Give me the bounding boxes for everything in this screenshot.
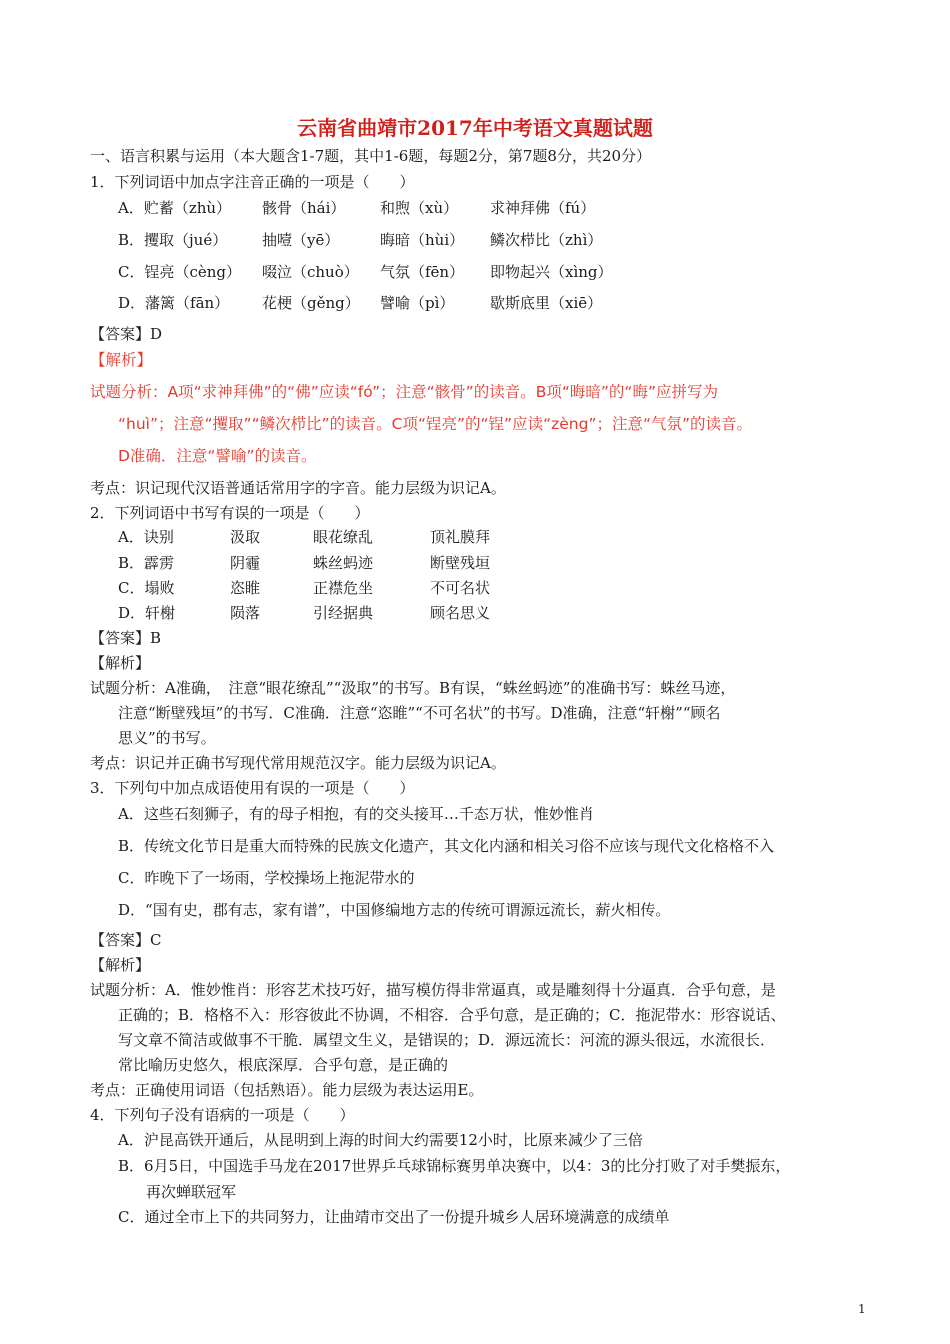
q3-analysis-line: 试题分析：A．惟妙惟肖：形容艺术技巧好，描写模仿得非常逼真，或是雕刻得十分逼真．合乎句意，是 xyxy=(90,981,776,999)
q2-option-b-3: 蛛丝蚂迹 xyxy=(313,554,374,572)
q3-option-b: B．传统文化节日是重大而特殊的民族文化遗产，其文化内涵和相关习俗不应该与现代文化格格不入 xyxy=(118,837,775,855)
q2-option-d-4: 顾名思义 xyxy=(430,604,491,622)
q3-analysis-line: 常比喻历史悠久，根底深厚．合乎句意，是正确的 xyxy=(118,1056,449,1074)
q1-option-a-4: 求神拜佛（fú） xyxy=(490,199,596,217)
q1-analysis-line: D准确．注意“譬喻”的读音。 xyxy=(118,447,317,465)
q2-option-d-2: 陨落 xyxy=(230,604,261,622)
page-number: 1 xyxy=(858,1302,866,1316)
q1-answer: 【答案】D xyxy=(90,325,163,343)
q4-option-b-cont: 再次蝉联冠军 xyxy=(146,1183,237,1201)
q2-option-d-1: D．轩榭 xyxy=(118,604,176,622)
q1-option-b-1: B．攫取（jué） xyxy=(118,231,228,249)
page-title: 云南省曲靖市2017年中考语文真题试题 xyxy=(297,116,653,140)
q1-option-a-1: A．贮蓄（zhù） xyxy=(118,199,232,217)
q1-option-b-2: 抽噎（yē） xyxy=(262,231,340,249)
q3-option-d: D．“国有史，郡有志，家有谱”，中国修编地方志的传统可谓源远流长，薪火相传。 xyxy=(118,901,671,919)
q2-analysis-line: 注意“断壁残垣”的书写．C准确．注意“恣睢”“不可名状”的书写。D准确，注意“轩榭”“顾名 xyxy=(118,704,721,722)
q1-analysis-label: 【解析】 xyxy=(90,351,153,369)
q3-option-c: C．昨晚下了一场雨，学校操场上拖泥带水的 xyxy=(118,869,415,887)
q2-option-a-3: 眼花缭乱 xyxy=(313,528,374,546)
q2-option-b-4: 断壁残垣 xyxy=(430,554,491,572)
q1-option-d-1: D．藩篱（fān） xyxy=(118,294,230,312)
q2-option-a-4: 顶礼膜拜 xyxy=(430,528,491,546)
q1-option-c-1: C．锃亮（cèng） xyxy=(118,263,242,281)
q3-answer: 【答案】C xyxy=(90,931,162,949)
q3-analysis-label: 【解析】 xyxy=(90,956,151,974)
q1-option-d-4: 歇斯底里（xiē） xyxy=(490,294,603,312)
q2-answer: 【答案】B xyxy=(90,629,162,647)
q3-analysis-line: 写文章不简洁或做事不干脆．属望文生义，是错误的；D．源远流长：河流的源头很远，水流很长． xyxy=(118,1031,776,1049)
q4-stem: 4．下列句子没有语病的一项是（ ） xyxy=(90,1106,355,1124)
q2-option-c-1: C．塌败 xyxy=(118,579,175,597)
q1-stem: 1．下列词语中加点字注音正确的一项是（ ） xyxy=(90,173,415,191)
q1-option-d-3: 譬喻（pì） xyxy=(380,294,455,312)
q2-analysis-line: 思义”的书写。 xyxy=(118,729,216,747)
q1-option-a-2: 骸骨（hái） xyxy=(262,199,346,217)
q2-kaodian: 考点：识记并正确书写现代常用规范汉字。能力层级为识记A。 xyxy=(90,754,506,772)
q1-kaodian: 考点：识记现代汉语普通话常用字的字音。能力层级为识记A。 xyxy=(90,479,506,497)
q2-option-c-2: 恣睢 xyxy=(230,579,261,597)
q3-option-a: A．这些石刻狮子，有的母子相抱，有的交头接耳…千态万状，惟妙惟肖 xyxy=(118,805,594,823)
q1-option-c-4: 即物起兴（xìng） xyxy=(490,263,613,281)
q1-option-c-3: 气氛（fēn） xyxy=(380,263,465,281)
q4-option-a: A．沪昆高铁开通后，从昆明到上海的时间大约需要12小时，比原来减少了三倍 xyxy=(118,1131,643,1149)
q1-option-b-3: 晦暗（hùi） xyxy=(380,231,465,249)
q2-analysis-label: 【解析】 xyxy=(90,654,151,672)
q2-option-a-2: 汲取 xyxy=(230,528,261,546)
q4-option-c: C．通过全市上下的共同努力，让曲靖市交出了一份提升城乡人居环境满意的成绩单 xyxy=(118,1208,670,1226)
q1-option-a-3: 和煦（xù） xyxy=(380,199,459,217)
q2-stem: 2．下列词语中书写有误的一项是（ ） xyxy=(90,504,370,522)
q2-option-c-3: 正襟危坐 xyxy=(313,579,374,597)
q2-analysis-line: 试题分析：A准确， 注意“眼花缭乱”“汲取”的书写。B有误，“蛛丝蚂迹”的准确书写：蛛丝马迹， xyxy=(90,679,736,697)
q1-option-d-2: 花梗（gěng） xyxy=(262,294,360,312)
q3-stem: 3．下列句中加点成语使用有误的一项是（ ） xyxy=(90,779,415,797)
q3-analysis-line: 正确的；B．格格不入：形容彼此不协调，不相容．合乎句意，是正确的；C．拖泥带水：形容说话、 xyxy=(118,1006,786,1024)
q2-option-d-3: 引经据典 xyxy=(313,604,374,622)
q1-analysis-line: “huì”；注意“攫取”“鳞次栉比”的读音。C项“锃亮”的“锃”应读“zèng”；注意“气氛”的读音。 xyxy=(118,415,753,433)
q1-option-c-2: 啜泣（chuò） xyxy=(262,263,359,281)
q1-option-b-4: 鳞次栉比（zhì） xyxy=(490,231,603,249)
q1-analysis-line: 试题分析：A项“求神拜佛”的“佛”应读“fó”；注意“骸骨”的读音。B项“晦暗”的“晦”应拼写为 xyxy=(90,383,718,401)
section-heading: 一、语言积累与运用（本大题含1-7题，其中1-6题，每题2分，第7题8分，共20分） xyxy=(90,147,652,165)
q3-kaodian: 考点：正确使用词语（包括熟语）。能力层级为表达运用E。 xyxy=(90,1081,484,1099)
q2-option-b-2: 阴霾 xyxy=(230,554,261,572)
q2-option-c-4: 不可名状 xyxy=(430,579,491,597)
q2-option-b-1: B．霹雳 xyxy=(118,554,175,572)
q2-option-a-1: A．诀别 xyxy=(118,528,174,546)
q4-option-b: B．6月5日，中国选手马龙在2017世界乒乓球锦标赛男单决赛中，以4：3的比分打败了对手樊振东， xyxy=(118,1157,791,1175)
